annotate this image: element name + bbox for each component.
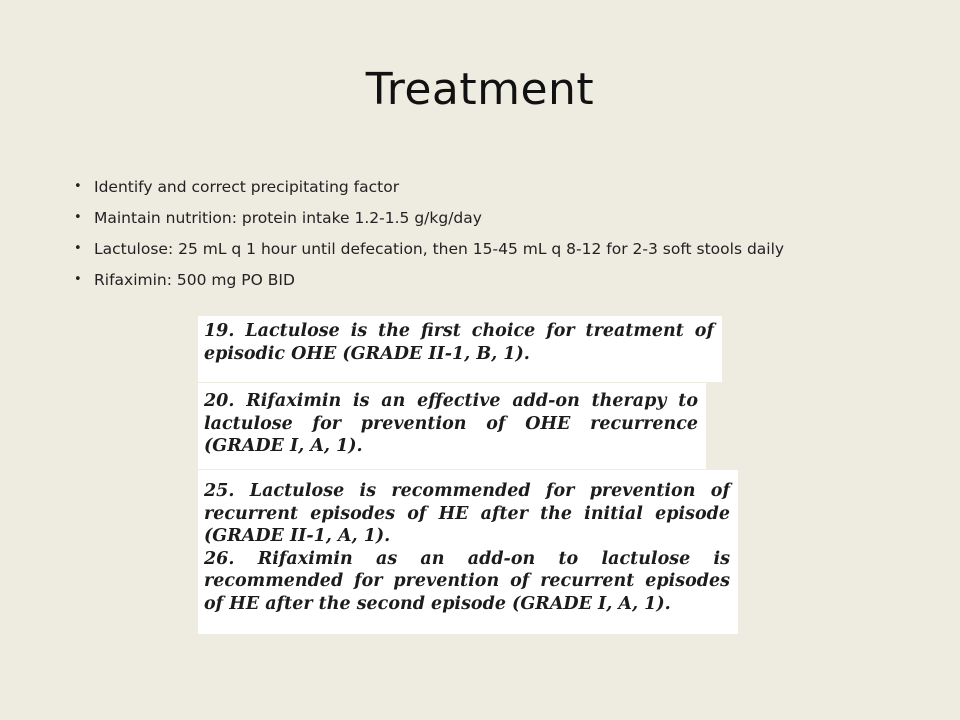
guideline-statement: 25. Lactulose is recommended for prevention of recurrent episodes of HE after the initial episode (GRADE II-1, A, 1). bbox=[204, 481, 730, 546]
bullet-item bbox=[74, 176, 934, 207]
bullet-item bbox=[74, 207, 934, 238]
bullet-text: Maintain nutrition: protein intake 1.2-1.5 g/kg/day bbox=[94, 209, 482, 227]
bullet-dot-icon: • bbox=[74, 210, 82, 225]
bullet-item bbox=[74, 269, 934, 300]
slide-title: Treatment bbox=[365, 64, 595, 115]
guideline-statement: 19. Lactulose is the first choice for treatment of episodic OHE (GRADE II-1, B, 1). bbox=[204, 321, 714, 364]
bullet-dot-icon: • bbox=[74, 241, 82, 256]
guideline-excerpt-19 bbox=[198, 316, 722, 382]
guideline-statement: 26. Rifaximin as an add-on to lactulose is recommended for prevention of recurrent episodes of HE after the second episode (GRADE I, A, 1). bbox=[204, 548, 730, 614]
bullet-text: Identify and correct precipitating factor bbox=[94, 178, 400, 196]
bullet-dot-icon: • bbox=[74, 272, 82, 287]
guideline-excerpt-20 bbox=[198, 383, 706, 469]
guideline-statement: 20. Rifaximin is an effective add-on therapy to lactulose for prevention of OHE recurrence (GRADE I, A, 1). bbox=[204, 391, 698, 456]
bullet-dot-icon: • bbox=[74, 179, 82, 194]
bullet-list bbox=[74, 176, 934, 300]
bullet-text: Rifaximin: 500 mg PO BID bbox=[94, 271, 295, 289]
bullet-item bbox=[74, 238, 934, 269]
bullet-text: Lactulose: 25 mL q 1 hour until defecation, then 15-45 mL q 8-12 for 2-3 soft stools daily bbox=[94, 240, 785, 258]
guideline-excerpt-25-26 bbox=[198, 470, 738, 634]
